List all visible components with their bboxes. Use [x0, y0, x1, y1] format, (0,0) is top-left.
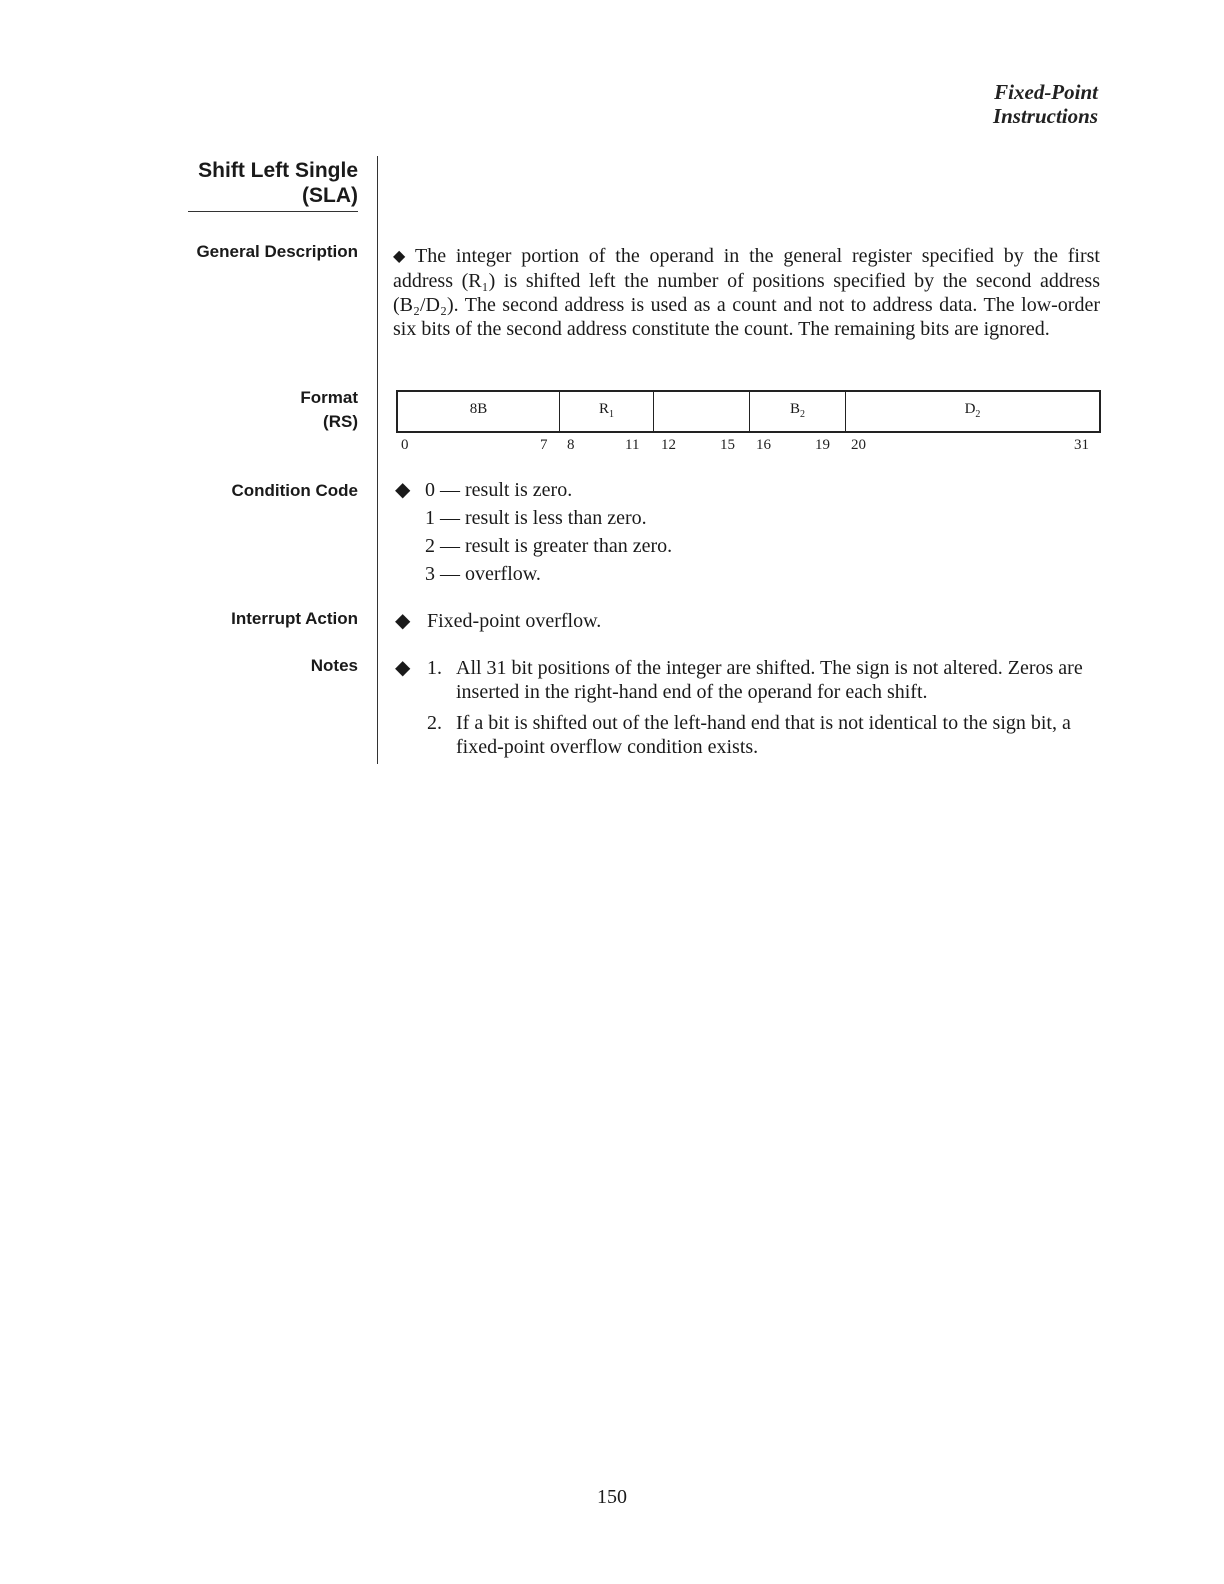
note-number: 2.: [427, 712, 442, 734]
title-underline: [188, 211, 358, 212]
format-field-d2: [846, 392, 1099, 431]
format-field-r1-subscript: 1: [609, 409, 614, 420]
general-description-label: General Description: [196, 242, 358, 261]
running-head: [993, 80, 1098, 128]
note-text: If a bit is shifted out of the left-hand end that is not identical to the sign bit, a fixed-point overflow condition exists.: [456, 712, 1071, 758]
format-label-line1: Format: [300, 388, 358, 407]
format-field-r1-label: R: [598, 401, 609, 417]
format-field-opcode: [398, 392, 560, 431]
running-head-line1: Fixed-Point: [994, 80, 1098, 104]
general-description-body: The integer portion of the operand in the general register specified by the first address (R₁) is shifted left the number of positions specified by the second address (B₂/D₂). The second address is used as a count and not to address data. The low-order six bits of the second address constitute the count. The remaining bits are ignored.: [393, 245, 1100, 340]
format-field-b2-label: B: [789, 401, 800, 417]
title-line1: Shift Left Single: [198, 159, 358, 182]
format-label-line2: (RS): [323, 412, 358, 431]
bit-number: 19: [815, 437, 830, 453]
bit-number: 8: [567, 437, 575, 453]
diamond-bullet-icon: ◆: [395, 610, 411, 632]
condition-code-line: 1 — result is less than zero.: [425, 507, 647, 529]
interrupt-action-label: Interrupt Action: [231, 609, 358, 628]
title-line2: (SLA): [302, 184, 358, 207]
running-head-line2: Instructions: [992, 104, 1098, 128]
instruction-format-diagram: [396, 390, 1101, 433]
general-description-text: [393, 244, 1100, 341]
bit-number: 31: [1074, 437, 1089, 453]
interrupt-action-text: Fixed-point overflow.: [427, 610, 602, 632]
bit-number: 0: [401, 437, 409, 453]
page-number: 150: [597, 1486, 627, 1508]
diamond-bullet-icon: ◆: [393, 248, 406, 265]
format-field-unused: [654, 392, 750, 431]
format-field-d2-subscript: 2: [975, 409, 981, 420]
format-field-b2-subscript: 2: [800, 409, 805, 420]
note-number: 1.: [427, 657, 442, 679]
condition-code-line: 3 — overflow.: [425, 563, 541, 585]
bit-number: 12: [661, 437, 676, 453]
bit-number: 16: [756, 437, 771, 453]
condition-code-label: Condition Code: [231, 481, 358, 500]
bit-number: 20: [851, 437, 866, 453]
format-field-d2-label: D: [964, 401, 976, 417]
notes-label: Notes: [310, 656, 358, 675]
bit-number: 11: [625, 437, 640, 453]
note-text: All 31 bit positions of the integer are shifted. The sign is not altered. Zeros are inserted in the right-hand end of the operand for each shift.: [456, 657, 1083, 703]
condition-code-line: 0 — result is zero.: [425, 479, 573, 501]
bit-number: 7: [540, 437, 548, 453]
column-divider: [377, 156, 378, 764]
note-item: [427, 656, 1103, 704]
instruction-title: [188, 158, 358, 208]
format-label: [300, 386, 358, 434]
diamond-bullet-icon: ◆: [395, 657, 411, 679]
bit-number: 15: [720, 437, 735, 453]
format-field-b2: [750, 392, 846, 431]
note-item: [427, 711, 1103, 759]
condition-code-line: 2 — result is greater than zero.: [425, 535, 673, 557]
format-field-r1: [560, 392, 654, 431]
format-field-opcode-label: 8B: [469, 401, 488, 417]
diamond-bullet-icon: ◆: [395, 479, 411, 501]
